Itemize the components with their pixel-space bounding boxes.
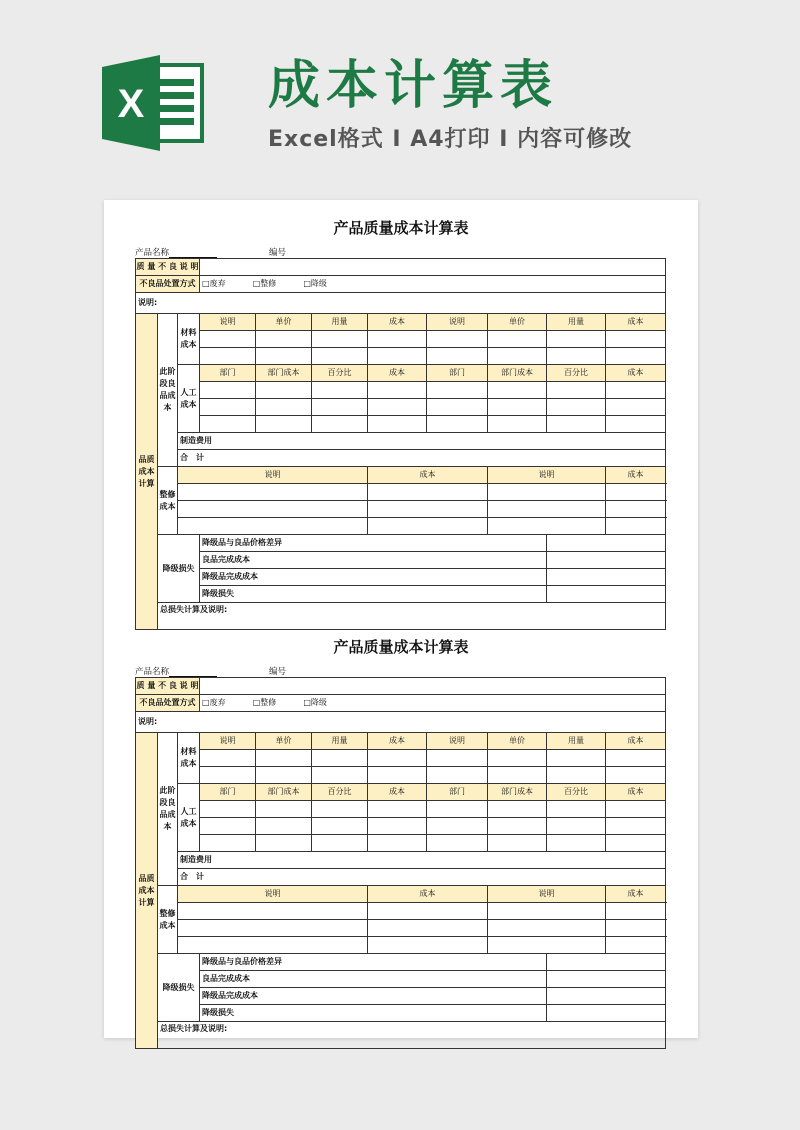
rework-header: 成本 [368, 467, 488, 484]
downgrade-value[interactable] [547, 954, 666, 971]
logo-letter: X [117, 82, 145, 126]
rework-header: 成本 [606, 886, 666, 903]
labor-header: 部门 [427, 784, 488, 801]
total-label: 合 计 [180, 453, 204, 462]
document-paper [104, 200, 698, 1038]
material-row [136, 348, 666, 365]
downgrade-value[interactable] [547, 971, 666, 988]
disposal-label: 不良品处置方式 [136, 695, 200, 712]
material-header: 成本 [606, 314, 666, 331]
manufacturing-cost-cell[interactable] [178, 433, 666, 450]
rework-cost-label: 整修成本 [158, 886, 178, 954]
material-cost-label: 材料成本 [178, 733, 200, 784]
labor-header: 成本 [368, 365, 427, 382]
labor-header: 百分比 [547, 365, 606, 382]
defect-desc-cell[interactable] [200, 259, 666, 276]
product-name-blank[interactable] [169, 249, 217, 258]
downgrade-row-label: 良品完成成本 [200, 971, 547, 988]
manufacturing-cost-label: 制造费用 [180, 855, 212, 864]
downgrade-value[interactable] [547, 586, 666, 603]
rework-header: 说明 [178, 886, 368, 903]
cost-table [135, 677, 666, 1049]
remark-cell[interactable] [136, 293, 666, 314]
defect-desc-label: 质 量 不 良 说 明 [136, 259, 200, 276]
material-header: 成本 [368, 733, 427, 750]
downgrade-loss-label: 降级损失 [158, 954, 200, 1022]
labor-header: 部门成本 [488, 365, 547, 382]
defect-desc-cell[interactable] [200, 678, 666, 695]
rework-header: 说明 [488, 886, 606, 903]
labor-header: 百分比 [547, 784, 606, 801]
total-loss-cell[interactable] [158, 603, 666, 630]
labor-header: 部门 [427, 365, 488, 382]
product-name-label: 产品名称 [135, 248, 170, 258]
labor-cost-label: 人工成本 [178, 365, 200, 433]
labor-header: 部门成本 [256, 365, 312, 382]
material-header: 说明 [200, 733, 256, 750]
rework-row [136, 903, 666, 920]
disposal-option-rework[interactable]: □整修 [252, 698, 277, 707]
total-loss-cell[interactable] [158, 1022, 666, 1049]
labor-row [136, 801, 666, 818]
labor-header: 部门 [200, 365, 256, 382]
material-header: 单价 [256, 314, 312, 331]
material-header: 单价 [488, 733, 547, 750]
rework-row [136, 501, 666, 518]
page-subtitle: Excel格式 I A4打印 I 内容可修改 [268, 127, 633, 152]
material-header: 单价 [488, 314, 547, 331]
total-loss-label: 总损失计算及说明: [160, 1024, 228, 1033]
downgrade-loss-label: 降级损失 [158, 535, 200, 603]
disposal-options-cell [200, 695, 666, 712]
downgrade-value[interactable] [547, 569, 666, 586]
labor-header: 百分比 [312, 365, 368, 382]
labor-header: 百分比 [312, 784, 368, 801]
downgrade-row-label: 降级品与良品价格差异 [200, 954, 547, 971]
downgrade-row-label: 降级品与良品价格差异 [200, 535, 547, 552]
material-header: 成本 [606, 733, 666, 750]
disposal-option-scrap[interactable]: □废弃 [202, 279, 226, 288]
labor-row [136, 382, 666, 399]
total-label: 合 计 [180, 872, 204, 881]
stage-good-cost-label: 此阶段良品成本 [158, 314, 178, 467]
material-header: 成本 [368, 314, 427, 331]
labor-header: 部门成本 [488, 784, 547, 801]
form-title: 产品质量成本计算表 [333, 219, 469, 237]
page-header [0, 0, 800, 190]
manufacturing-cost-cell[interactable] [178, 852, 666, 869]
rework-row [136, 937, 666, 954]
downgrade-row-label: 降级损失 [200, 586, 547, 603]
rework-header: 成本 [368, 886, 488, 903]
disposal-option-rework[interactable]: □整修 [252, 279, 277, 288]
product-name-field[interactable] [135, 665, 217, 677]
material-header: 用量 [312, 733, 368, 750]
material-row [136, 767, 666, 784]
total-loss-label: 总损失计算及说明: [160, 605, 228, 614]
excel-icon [102, 55, 204, 151]
downgrade-value[interactable] [547, 988, 666, 1005]
material-header: 用量 [547, 314, 606, 331]
disposal-option-downgrade[interactable]: □降级 [303, 279, 327, 288]
material-cost-label: 材料成本 [178, 314, 200, 365]
quality-cost-label: 品质成本计算 [136, 733, 158, 1049]
number-label: 编号 [269, 667, 287, 677]
downgrade-value[interactable] [547, 535, 666, 552]
labor-row [136, 818, 666, 835]
quality-cost-label: 品质成本计算 [136, 314, 158, 630]
remark-cell[interactable] [136, 712, 666, 733]
remark-label: 说明: [138, 298, 158, 307]
material-header: 用量 [312, 314, 368, 331]
labor-header: 成本 [368, 784, 427, 801]
labor-row [136, 416, 666, 433]
defect-desc-label: 质 量 不 良 说 明 [136, 678, 200, 695]
rework-header: 成本 [606, 467, 666, 484]
disposal-option-scrap[interactable]: □废弃 [202, 698, 226, 707]
manufacturing-cost-label: 制造费用 [180, 436, 212, 445]
labor-row [136, 835, 666, 852]
labor-row [136, 399, 666, 416]
number-label: 编号 [269, 248, 287, 258]
disposal-options-cell [200, 276, 666, 293]
product-name-blank[interactable] [169, 668, 217, 677]
material-header: 单价 [256, 733, 312, 750]
downgrade-row-label: 良品完成成本 [200, 552, 547, 569]
product-name-label: 产品名称 [135, 667, 170, 677]
material-header: 说明 [427, 733, 488, 750]
rework-header: 说明 [488, 467, 606, 484]
labor-header: 成本 [606, 784, 666, 801]
product-name-field[interactable] [135, 246, 217, 258]
downgrade-value[interactable] [547, 552, 666, 569]
rework-row [136, 920, 666, 937]
total-cell[interactable] [178, 869, 666, 886]
material-row [136, 750, 666, 767]
material-header: 说明 [427, 314, 488, 331]
material-header: 说明 [200, 314, 256, 331]
downgrade-row-label: 降级品完成成本 [200, 569, 547, 586]
labor-header: 部门 [200, 784, 256, 801]
material-row [136, 331, 666, 348]
labor-header: 成本 [606, 365, 666, 382]
stage-good-cost-label: 此阶段良品成本 [158, 733, 178, 886]
rework-cost-label: 整修成本 [158, 467, 178, 535]
material-header: 用量 [547, 733, 606, 750]
rework-row [136, 518, 666, 535]
form-title: 产品质量成本计算表 [333, 638, 469, 656]
remark-label: 说明: [138, 717, 158, 726]
page-title: 成本计算表 [268, 56, 559, 116]
cost-table [135, 258, 666, 630]
downgrade-value[interactable] [547, 1005, 666, 1022]
rework-header: 说明 [178, 467, 368, 484]
disposal-option-downgrade[interactable]: □降级 [303, 698, 327, 707]
disposal-label: 不良品处置方式 [136, 276, 200, 293]
labor-header: 部门成本 [256, 784, 312, 801]
rework-row [136, 484, 666, 501]
total-cell[interactable] [178, 450, 666, 467]
downgrade-row-label: 降级品完成成本 [200, 988, 547, 1005]
labor-cost-label: 人工成本 [178, 784, 200, 852]
downgrade-row-label: 降级损失 [200, 1005, 547, 1022]
